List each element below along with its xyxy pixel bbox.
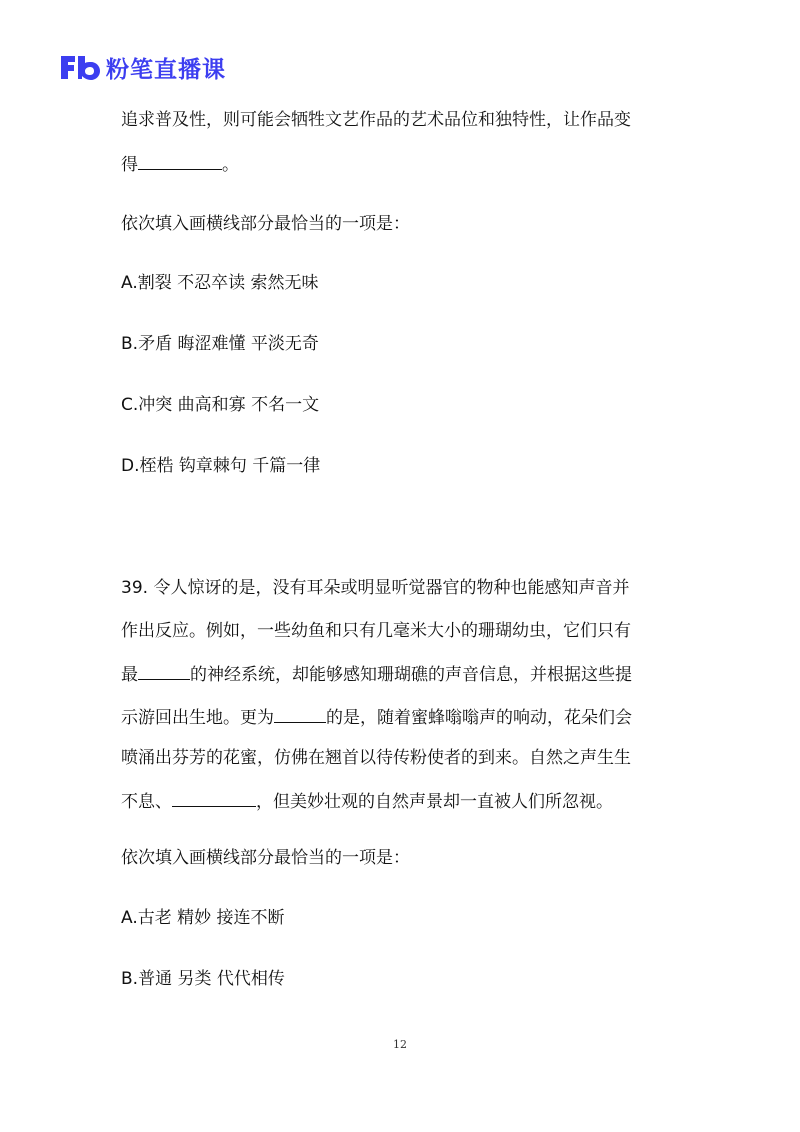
brand-header [58, 50, 226, 84]
q39-text-line-6: 不息、 ，但美妙壮观的自然声景却一直被人们所忽视。 [121, 788, 613, 814]
q38-option-b: B.矛盾 晦涩难懂 平淡无奇 [121, 334, 319, 354]
fill-blank [138, 661, 190, 680]
q38-option-d: D.桎梏 钩章棘句 千篇一律 [121, 456, 321, 476]
q38-text-line-2: 得 。 [121, 151, 239, 177]
brand-name: 粉笔直播课 [106, 56, 226, 83]
q39-text-line-1: 39. 令人惊讶的是，没有耳朵或明显听觉器官的物种也能感知声音并 [121, 578, 630, 598]
q39-text-line-3: 最 的神经系统，却能够感知珊瑚礁的声音信息，并根据这些提 [121, 661, 632, 687]
q38-prompt: 依次填入画横线部分最恰当的一项是： [121, 214, 410, 234]
q39-text-line-4: 示游回出生地。更为 的是，随着蜜蜂嗡嗡声的响动，花朵们会 [121, 704, 632, 730]
fill-blank [274, 704, 326, 723]
q39-text-line-5: 喷涌出芬芳的花蜜，仿佛在翘首以待传粉使者的到来。自然之声生生 [121, 748, 631, 768]
q39-prompt: 依次填入画横线部分最恰当的一项是： [121, 848, 410, 868]
fill-blank [138, 151, 222, 170]
q39-option-b: B.普通 另类 代代相传 [121, 969, 285, 989]
fb-logo-icon [58, 52, 102, 82]
q39-text-line-2: 作出反应。例如，一些幼鱼和只有几毫米大小的珊瑚幼虫，它们只有 [121, 621, 631, 641]
fill-blank [172, 788, 256, 807]
q39-option-a: A.古老 精妙 接连不断 [121, 908, 285, 928]
q38-option-c: C.冲突 曲高和寡 不名一文 [121, 395, 320, 415]
page-number: 12 [393, 1038, 407, 1051]
q38-option-a: A.割裂 不忍卒读 索然无味 [121, 273, 319, 293]
q38-text-line-1: 追求普及性，则可能会牺牲文艺作品的艺术品位和独特性，让作品变 [121, 110, 631, 130]
